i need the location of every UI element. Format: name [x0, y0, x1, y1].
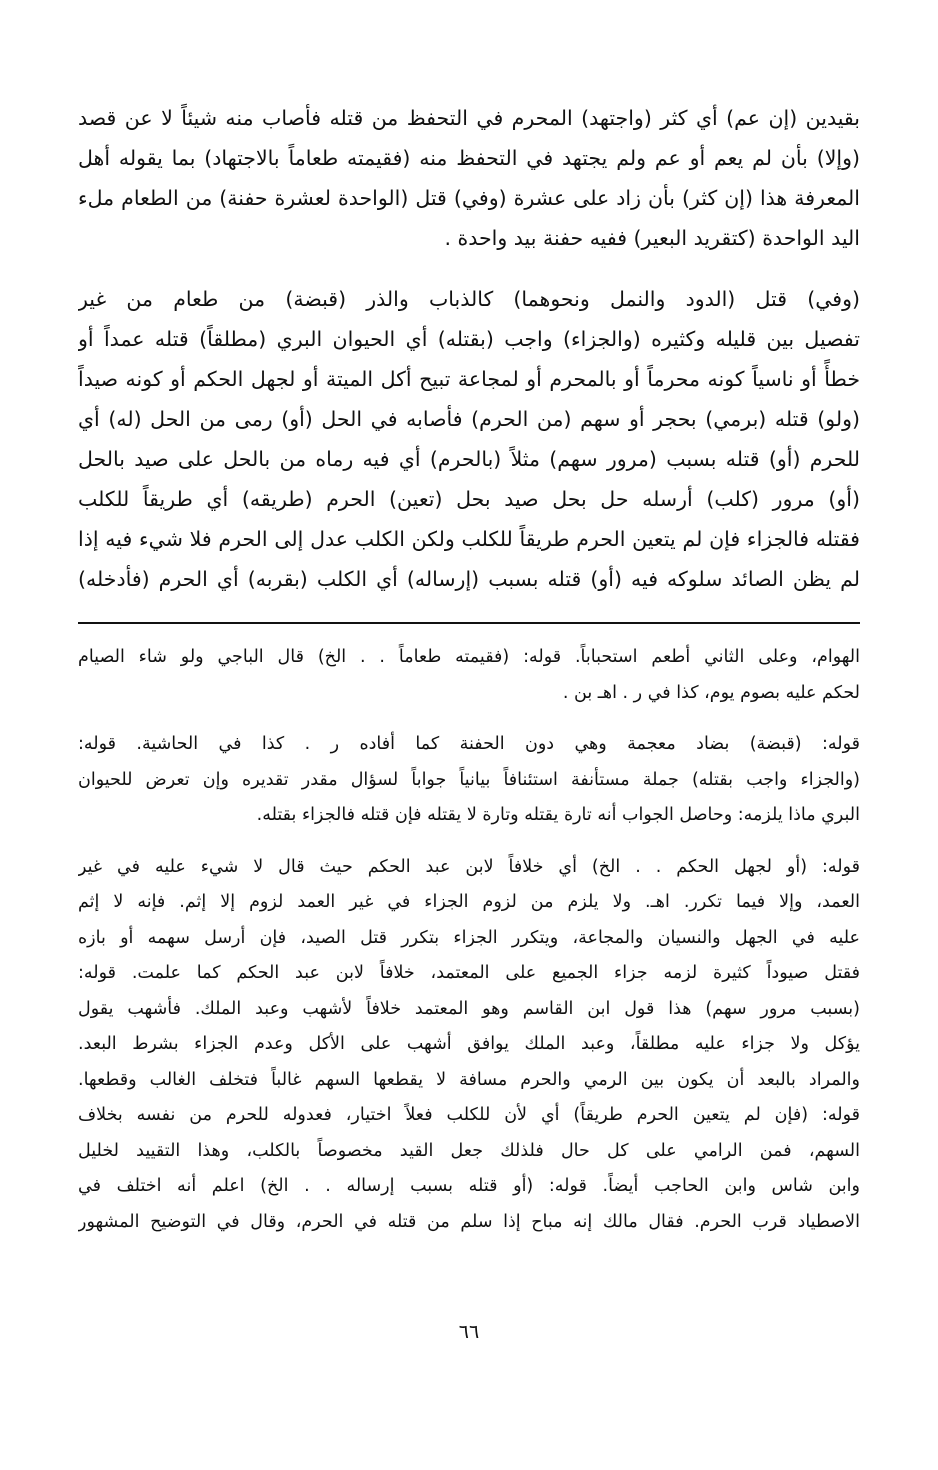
footnote-line: يؤكل ولا جزاء عليه مطلقاً، وعبد الملك يوافق أشهب على الأكل وعدم الجزاء بشرط البعد.	[78, 1034, 860, 1054]
paragraph-gap	[78, 711, 860, 727]
text-line: (ولو) قتله (برمي) بحجر أو سهم (من الحرم) فأصابه في الحل (أو) رمى من الحل (له) أي	[78, 407, 860, 431]
paragraph-gap	[78, 258, 860, 279]
footnote-line: والمراد بالبعد أن يكون بين الرمي والحرم مسافة لا يقطعها السهم غالباً فتخلف الغالب وقطعها.	[78, 1069, 860, 1090]
footnote-line: قوله: (قبضة) بضاد معجمة وهي دون الحفنة كما أفاده ر . كذا في الحاشية. قوله:	[78, 734, 860, 754]
text-line: بقيدين (إن عم) أي كثر (واجتهد) المحرم في التحفظ من قتله فأصاب منه شيئاً لا عن قصد	[78, 106, 860, 130]
footnote-line: فقتل صيوداً كثيرة لزمه جزاء الجميع على المعتمد، خلافاً لابن عبد الحكم كما علمت. قوله:	[78, 963, 860, 983]
footnote-paragraph-1	[78, 640, 860, 711]
main-paragraph-2	[78, 279, 860, 599]
footnote-line: البري ماذا يلزمه: وحاصل الجواب أنه تارة يقتله وتارة لا يقتله فإن قتله فالجزاء بقتله.	[256, 805, 860, 825]
footnote-line: (والجزاء واجب بقتله) جملة مستأنفة استئنافاً بيانياً جواباً لسؤال مقدر تقديره وإن تعرض للحيوان	[78, 769, 860, 790]
page-number: ٦٦	[458, 1321, 480, 1343]
footnotes	[78, 640, 860, 1240]
footnote-line: قوله: (أو لجهل الحكم . . الخ) أي خلافاً لابن عبد الحكم حيث قال لا شيء عليه في غير	[78, 856, 860, 877]
paragraph-gap	[78, 834, 860, 850]
footnote-separator-rule	[78, 622, 860, 624]
text-line: خطأً أو ناسياً كونه محرماً أو بالمحرم أو لمجاعة تبيح أكل الميتة أو لجهل الحكم أو كونه صيداً	[78, 367, 860, 391]
text-line: فقتله فالجزاء فإن لم يتعين الحرم طريقاً للكلب ولكن الكلب عدل إلى الحرم فلا شيء فيه إذا	[78, 527, 860, 551]
footnote-paragraph-3	[78, 850, 860, 1241]
footnote-line: (بسبب مرور سهم) هذا قول ابن القاسم وهو المعتمد خلافاً لأشهب وعبد الملك. فأشهب يقول	[78, 998, 860, 1019]
text-line: (وإلا) بأن لم يعم أو عم ولم يجتهد في التحفظ منه (فقيمته طعاماً بالاجتهاد) بما يقوله أهل	[78, 146, 860, 170]
footnote-line: السهم، فمن الرامي على كل حال فلذلك جعل القيد مخصوصاً بالكلب، وهذا التقييد لخليل	[78, 1140, 860, 1161]
text-line: لم يظن الصائد سلوكه فيه (أو) قتله بسبب (إرساله) أي الكلب (بقربه) أي الحرم (فأدخله)	[78, 567, 860, 591]
text-line: تفصيل بين قليله وكثيره (والجزاء) واجب (بقتله) أي الحيوان البري (مطلقاً) قتله عمداً أو	[78, 327, 860, 351]
footnote-line: لحكم عليه بصوم يوم، كذا في ر . اهـ بن .	[562, 682, 860, 703]
footnote-line: الاصطياد قرب الحرم. فقال مالك إنه مباح إذا سلم من قتله في الحرم، وقال في التوضيح المشهور	[78, 1211, 860, 1232]
footnote-paragraph-2	[78, 727, 860, 834]
text-line: (وفي) قتل (الدود والنمل ونحوهما) كالذباب والذر (قبضة) من طعام من غير	[78, 287, 860, 311]
main-paragraph-1	[78, 98, 860, 258]
main-text	[78, 98, 860, 599]
text-line: (أو) مرور (كلب) أرسله حل بحل صيد بحل (تعين) الحرم (طريقه) أي طريقاً للكلب	[78, 487, 860, 511]
footnote-line: الهوام، وعلى الثاني أطعم استحباباً. قوله: (فقيمته طعاماً . . الخ) قال الباجي ولو شاء الصيام	[78, 647, 860, 667]
text-line: اليد الواحدة (كتقريد البعير) ففيه حفنة بيد واحدة .	[444, 226, 860, 250]
text-line: المعرفة هذا (إن كثر) بأن زاد على عشرة (وفي) قتل (الواحدة لعشرة حفنة) من الطعام ملء	[78, 186, 860, 210]
footnote-line: عليه في الجهل والنسيان والمجاعة، ويتكرر الجزاء بتكرر قتل الصيد، فإن أرسل سهمه أو بازه	[78, 927, 860, 948]
footnote-line: وابن شاس وابن الحاجب أيضاً. قوله: (أو قتله بسبب إرساله . . الخ) اعلم أنه اختلف في	[78, 1176, 860, 1196]
text-line: للحرم (أو) قتله بسبب (مرور سهم) مثلاً (بالحرم) أي فيه رماه من بالحل على صيد بالحل	[78, 447, 860, 471]
footnote-line: قوله: (فإن لم يتعين الحرم طريقاً) أي لأن للكلب فعلاً اختيار، فعدوله للحرم من نفسه بخلاف	[78, 1105, 860, 1125]
footnote-line: العمد، وإلا فيما تكرر. اهـ. ولا يلزم من لزوم الجزاء في غير العمد لزوم إلا إثم. فإنه لا إثم	[78, 892, 860, 912]
